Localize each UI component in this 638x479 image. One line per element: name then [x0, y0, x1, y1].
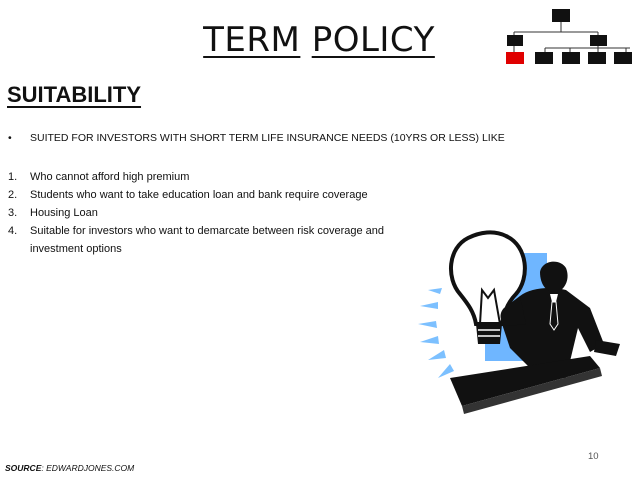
bullet-symbol: •: [8, 132, 12, 144]
list-text: Suitable for investors who want to demarcate between risk coverage and: [30, 225, 385, 237]
list-text: Who cannot afford high premium: [30, 171, 190, 183]
lightbulb-businessman-clipart: [390, 228, 638, 418]
title-word-policy: POLICY: [311, 20, 435, 60]
source-text: : EDWARDJONES.COM: [41, 463, 135, 473]
list-text: Students who want to take education loan and bank require coverage: [30, 189, 368, 201]
section-heading: SUITABILITY: [7, 82, 142, 107]
list-number: 3.: [8, 207, 18, 219]
title-word-term: TERM: [203, 20, 301, 60]
bullet-text: SUITED FOR INVESTORS WITH SHORT TERM LIFE INSURANCE NEEDS (10YRS OR LESS) LIKE: [30, 132, 505, 144]
list-number: 1.: [8, 171, 18, 183]
page-number: 10: [588, 451, 599, 462]
list-text: Housing Loan: [30, 207, 98, 219]
list-text: investment options: [30, 243, 122, 255]
list-number: 4.: [8, 225, 18, 237]
source-label: SOURCE: [5, 463, 42, 473]
list-number: 2.: [8, 189, 18, 201]
slide-title: [0, 20, 638, 60]
source-citation: [5, 463, 134, 473]
